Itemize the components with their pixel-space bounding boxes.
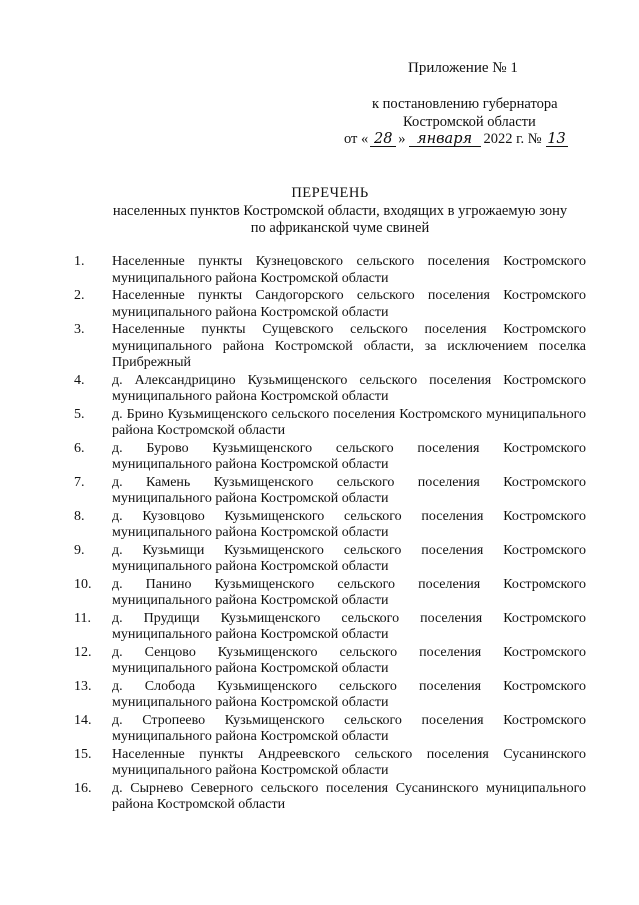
list-item-text: д. Стропеево Кузьмищенского сельского поселения Костромского муниципального района Костромской области [112,712,586,744]
list-item-text: д. Сенцово Кузьмищенского сельского поселения Костромского муниципального района Костромской области [112,644,586,676]
list-item-number: 2. [74,288,85,303]
list-item [74,713,586,746]
list-item [74,322,586,372]
date-mid: » [398,131,406,147]
list-item-number: 12. [74,644,92,660]
subtitle-line-1: населенных пунктов Костромской области, входящих в угрожаемую зону [112,203,568,219]
list-item-number: 5. [74,406,85,422]
list-item-text: д. Камень Кузьмищенского сельского поселения Костромского муниципального района Костромской области [112,474,586,506]
list-item [74,747,586,780]
list-item-text: д. Слобода Кузьмищенского сельского поселения Костромского муниципального района Костромской области [112,678,586,710]
list-item [74,577,586,610]
list-item-number: 6. [74,440,85,456]
list-item-text: д. Кузьмищи Кузьмищенского сельского поселения Костромского муниципального района Костромской области [112,542,586,574]
settlement-list [74,254,586,815]
list-item [74,611,586,644]
list-item-text: д. Александрицино Кузьмищенского сельского поселения Костромского муниципального района Костромской области [112,372,586,404]
document-subtitle [80,203,600,237]
list-item-number: 1. [74,254,85,269]
list-item-text: Населенные пункты Сандогорского сельского поселения Костромского муниципального района Костромской области [112,288,586,320]
list-item-number: 16. [74,780,92,796]
list-item-text: Населенные пункты Андреевского сельского поселения Сусанинского муниципального района Костромской области [112,746,586,778]
list-item-number: 14. [74,712,92,728]
list-item [74,645,586,678]
subtitle-line-2: по африканской чуме свиней [250,220,430,236]
list-item [74,781,586,814]
date-year: 2022 г. № [483,131,542,147]
list-item [74,288,586,321]
list-item-number: 11. [74,610,91,626]
list-item-text: Населенные пункты Сущевского сельского поселения Костромского муниципального района Костромской области, за исключением поселка Прибрежный [112,322,586,370]
list-item-number: 15. [74,746,92,762]
list-item [74,441,586,474]
list-item-number: 4. [74,372,85,388]
list-item-text: д. Кузовцово Кузьмищенского сельского поселения Костромского муниципального района Костромской области [112,508,586,540]
list-item-number: 8. [74,508,85,524]
list-item-text: д. Прудищи Кузьмищенского сельского поселения Костромского муниципального района Костромской области [112,610,586,642]
date-prefix: от « [344,131,369,147]
date-month-handwritten: января [409,132,481,147]
list-item [74,254,586,287]
list-item [74,407,586,440]
list-item-text: д. Брино Кузьмищенского сельского поселения Костромского муниципального района Костромской области [112,406,586,438]
list-item [74,475,586,508]
list-item-text: д. Панино Кузьмищенского сельского поселения Костромского муниципального района Костромской области [112,576,586,608]
decree-number-handwritten: 13 [547,131,566,147]
date-day-handwritten: 28 [370,132,396,147]
appendix-label: Приложение № 1 [408,60,518,76]
list-item [74,509,586,542]
decree-reference: к постановлению губернатора [372,96,558,112]
list-item [74,373,586,406]
list-item-text: Населенные пункты Кузнецовского сельского поселения Костромского муниципального района Костромской области [112,254,586,286]
list-item-number: 13. [74,678,92,694]
list-item-number: 7. [74,474,85,490]
list-item-text: д. Бурово Кузьмищенского сельского поселения Костромского муниципального района Костромской области [112,440,586,472]
list-item-text: д. Сырнево Северного сельского поселения Сусанинского муниципального района Костромской области [112,780,586,812]
list-item [74,679,586,712]
decree-date-line [344,131,568,148]
document-title: ПЕРЕЧЕНЬ [291,185,369,201]
list-item-number: 3. [74,322,85,337]
list-item-number: 10. [74,576,92,592]
list-item-number: 9. [74,542,85,558]
region-name: Костромской области [403,114,536,130]
list-item [74,543,586,576]
